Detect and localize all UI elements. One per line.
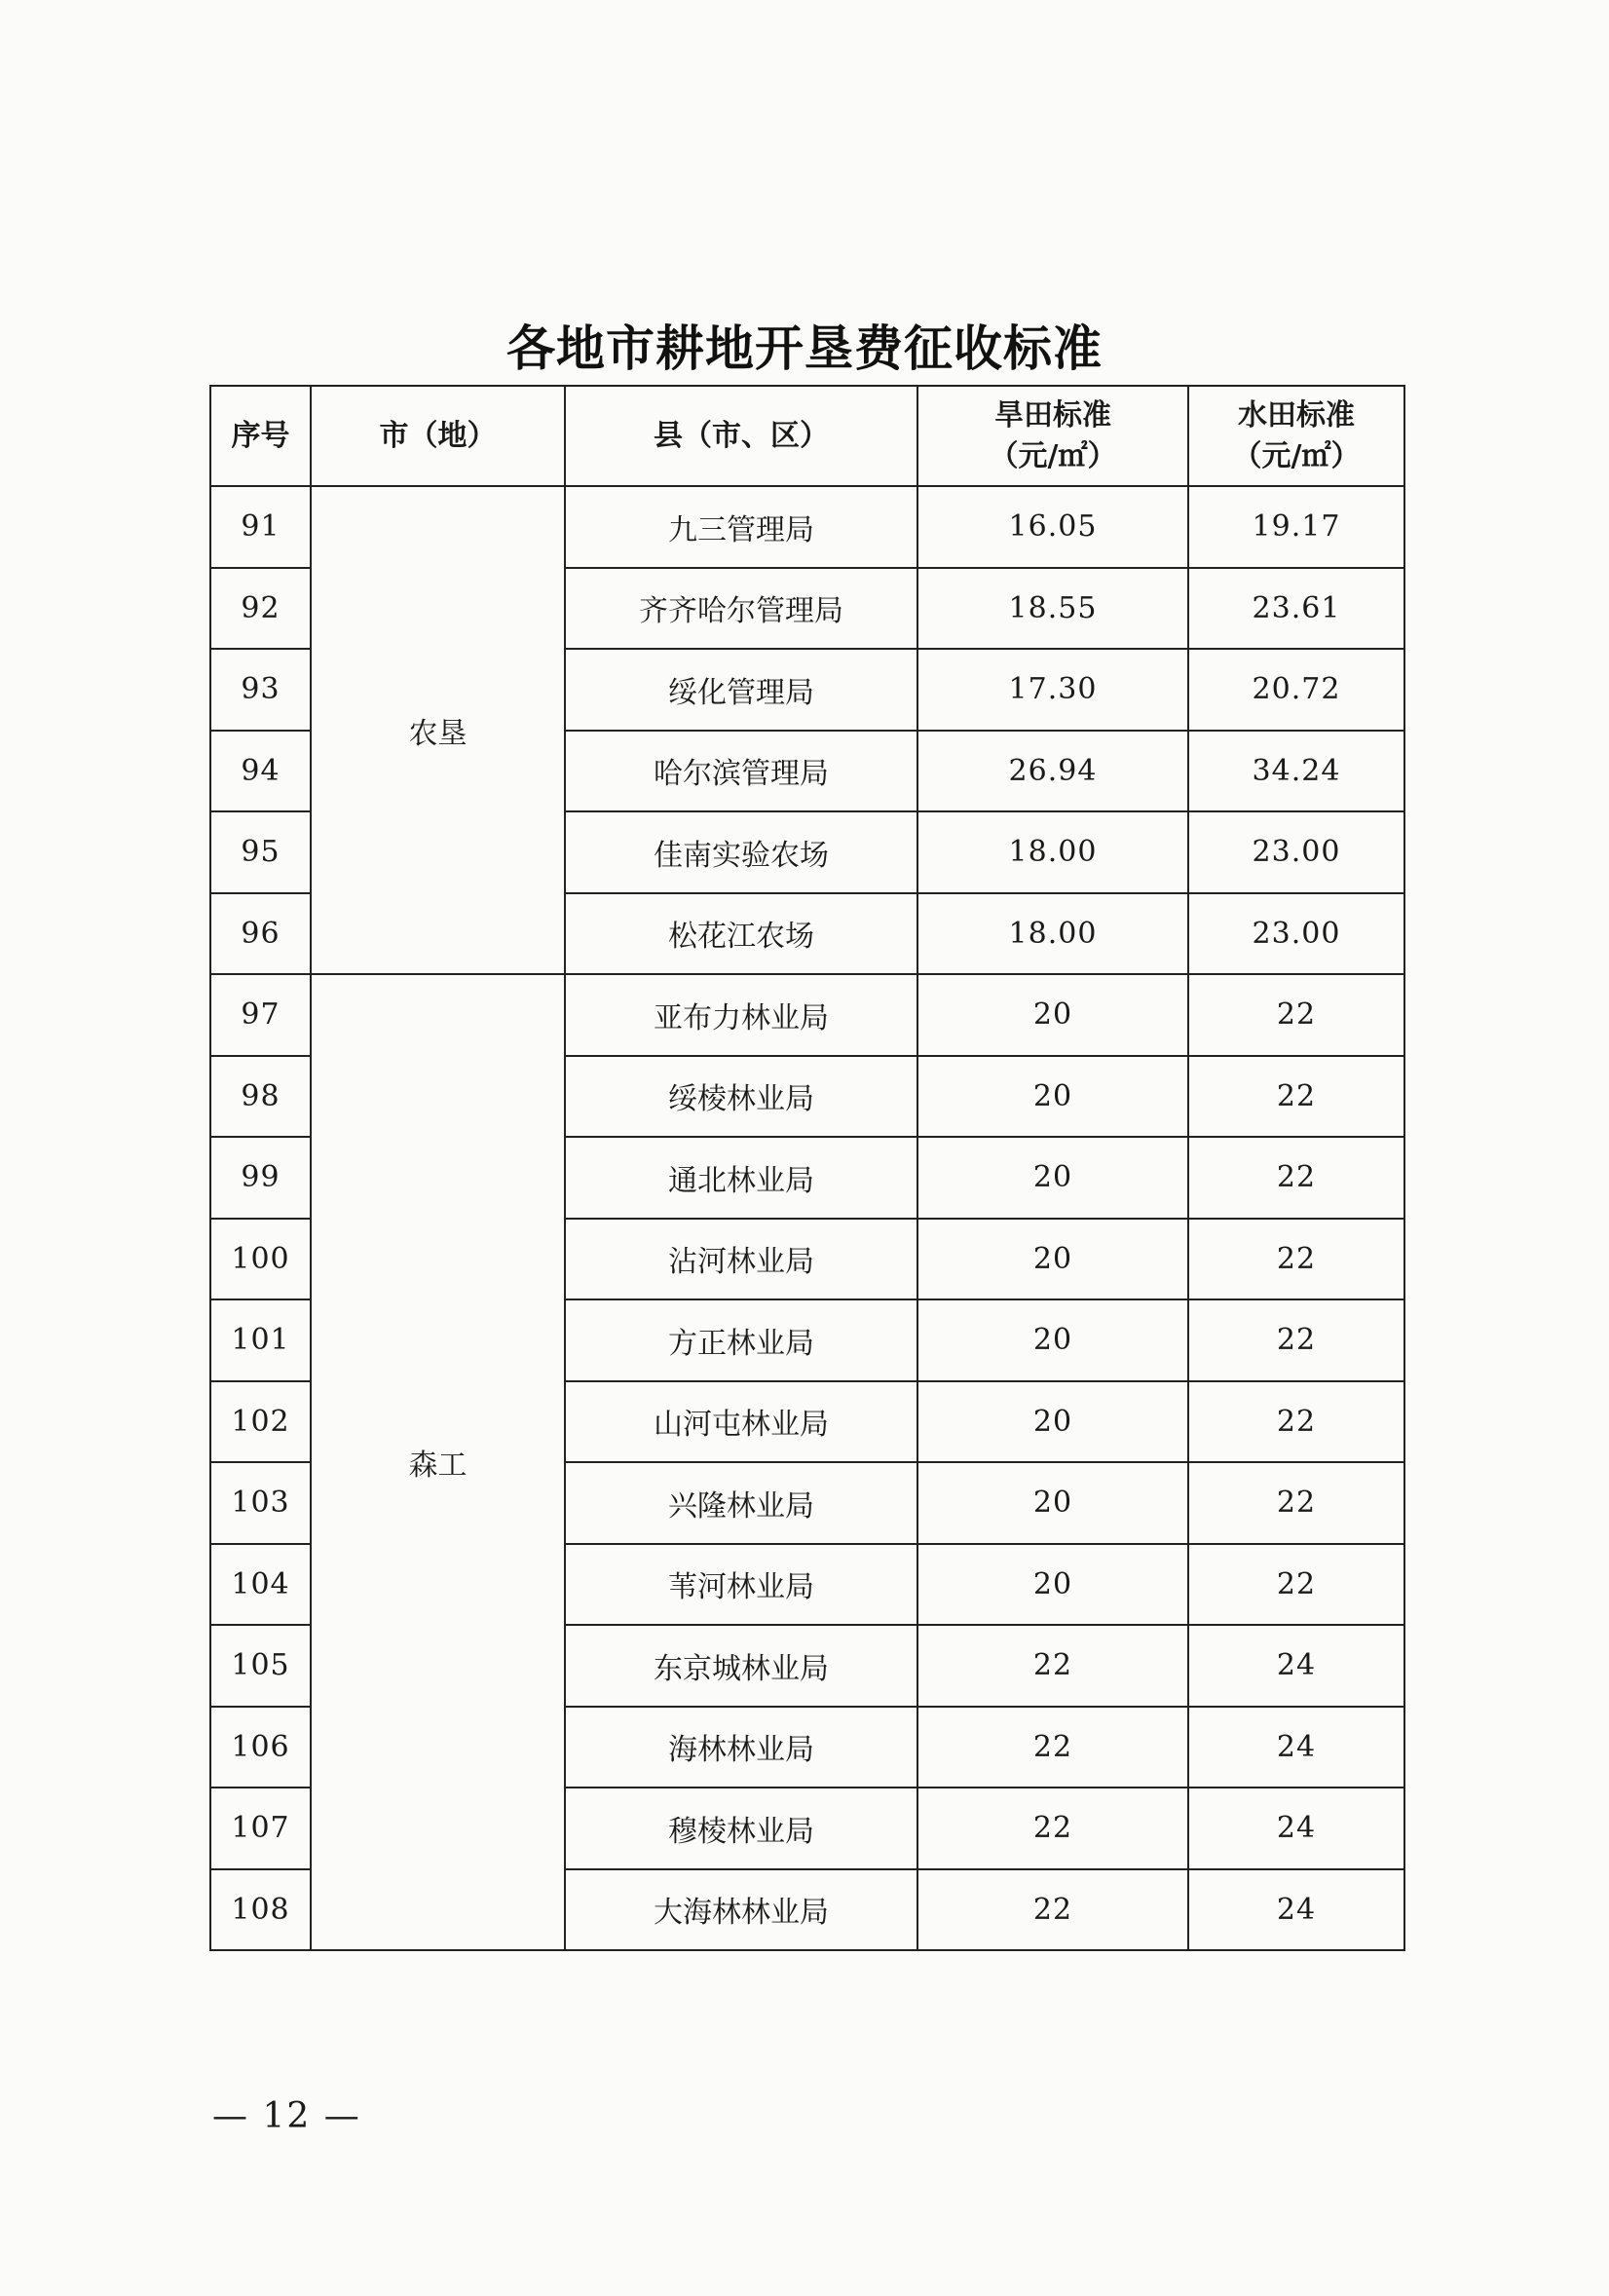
header-paddy-title: 水田标准	[1238, 397, 1355, 433]
row-paddy: 22	[1188, 1381, 1404, 1463]
row-county: 兴隆林业局	[565, 1462, 917, 1544]
row-paddy: 22	[1188, 1056, 1404, 1138]
row-paddy: 22	[1188, 1544, 1404, 1626]
row-dry: 18.55	[917, 568, 1188, 650]
row-paddy: 23.00	[1188, 811, 1404, 893]
row-county: 山河屯林业局	[565, 1381, 917, 1463]
header-county: 县（市、区）	[565, 386, 917, 486]
page-title: 各地市耕地开垦费征收标准	[506, 320, 1103, 377]
row-seq: 99	[210, 1137, 311, 1219]
row-paddy: 24	[1188, 1869, 1404, 1951]
row-paddy: 24	[1188, 1788, 1404, 1869]
row-county: 东京城林业局	[565, 1625, 917, 1707]
row-seq: 100	[210, 1219, 311, 1300]
row-seq: 106	[210, 1707, 311, 1788]
row-county: 佳南实验农场	[565, 811, 917, 893]
row-dry: 20	[917, 974, 1188, 1056]
header-dry-unit: （元/㎡）	[989, 438, 1117, 473]
row-county: 哈尔滨管理局	[565, 731, 917, 812]
row-county: 苇河林业局	[565, 1544, 917, 1626]
row-paddy: 22	[1188, 1299, 1404, 1381]
row-county: 齐齐哈尔管理局	[565, 568, 917, 650]
header-seq: 序号	[210, 386, 311, 486]
row-county: 亚布力林业局	[565, 974, 917, 1056]
row-dry: 20	[917, 1056, 1188, 1138]
row-seq: 105	[210, 1625, 311, 1707]
row-county: 九三管理局	[565, 486, 917, 568]
row-seq: 103	[210, 1462, 311, 1544]
row-dry: 20	[917, 1381, 1188, 1463]
table-row	[210, 974, 1404, 1056]
table-header-row	[210, 386, 1404, 486]
row-seq: 97	[210, 974, 311, 1056]
row-paddy: 23.00	[1188, 893, 1404, 975]
row-seq: 107	[210, 1788, 311, 1869]
row-county: 松花江农场	[565, 893, 917, 975]
row-dry: 20	[917, 1299, 1188, 1381]
table-row	[210, 486, 1404, 568]
row-dry: 20	[917, 1219, 1188, 1300]
row-dry: 16.05	[917, 486, 1188, 568]
row-seq: 94	[210, 731, 311, 812]
header-paddy-unit: （元/㎡）	[1232, 438, 1361, 473]
fee-standard-table	[209, 385, 1405, 1951]
row-dry: 22	[917, 1625, 1188, 1707]
row-dry: 20	[917, 1137, 1188, 1219]
row-dry: 20	[917, 1544, 1188, 1626]
row-county: 穆棱林业局	[565, 1788, 917, 1869]
row-county: 绥化管理局	[565, 649, 917, 731]
row-dry: 18.00	[917, 811, 1188, 893]
row-dry: 20	[917, 1462, 1188, 1544]
row-county: 通北林业局	[565, 1137, 917, 1219]
row-county: 沾河林业局	[565, 1219, 917, 1300]
row-paddy: 22	[1188, 974, 1404, 1056]
row-paddy: 22	[1188, 1462, 1404, 1544]
row-paddy: 22	[1188, 1137, 1404, 1219]
row-paddy: 23.61	[1188, 568, 1404, 650]
row-dry: 22	[917, 1788, 1188, 1869]
header-city: 市（地）	[311, 386, 565, 486]
row-paddy: 34.24	[1188, 731, 1404, 812]
row-seq: 98	[210, 1056, 311, 1138]
row-seq: 108	[210, 1869, 311, 1951]
row-seq: 102	[210, 1381, 311, 1463]
row-county: 海林林业局	[565, 1707, 917, 1788]
row-seq: 95	[210, 811, 311, 893]
row-county: 大海林林业局	[565, 1869, 917, 1951]
row-dry: 22	[917, 1707, 1188, 1788]
row-seq: 93	[210, 649, 311, 731]
row-paddy: 19.17	[1188, 486, 1404, 568]
row-seq: 91	[210, 486, 311, 568]
row-seq: 92	[210, 568, 311, 650]
row-paddy: 22	[1188, 1219, 1404, 1300]
row-county: 方正林业局	[565, 1299, 917, 1381]
group-label-nongken: 农垦	[311, 486, 565, 974]
row-seq: 101	[210, 1299, 311, 1381]
header-dry-title: 旱田标准	[994, 397, 1111, 433]
row-seq: 104	[210, 1544, 311, 1626]
row-county: 绥棱林业局	[565, 1056, 917, 1138]
page-number: — 12 —	[212, 2096, 361, 2136]
row-paddy: 24	[1188, 1707, 1404, 1788]
header-paddy-standard	[1188, 386, 1404, 486]
row-paddy: 20.72	[1188, 649, 1404, 731]
row-dry: 26.94	[917, 731, 1188, 812]
row-dry: 22	[917, 1869, 1188, 1951]
header-dry-standard	[917, 386, 1188, 486]
row-dry: 17.30	[917, 649, 1188, 731]
row-dry: 18.00	[917, 893, 1188, 975]
row-seq: 96	[210, 893, 311, 975]
row-paddy: 24	[1188, 1625, 1404, 1707]
group-label-sengong: 森工	[311, 974, 565, 1950]
